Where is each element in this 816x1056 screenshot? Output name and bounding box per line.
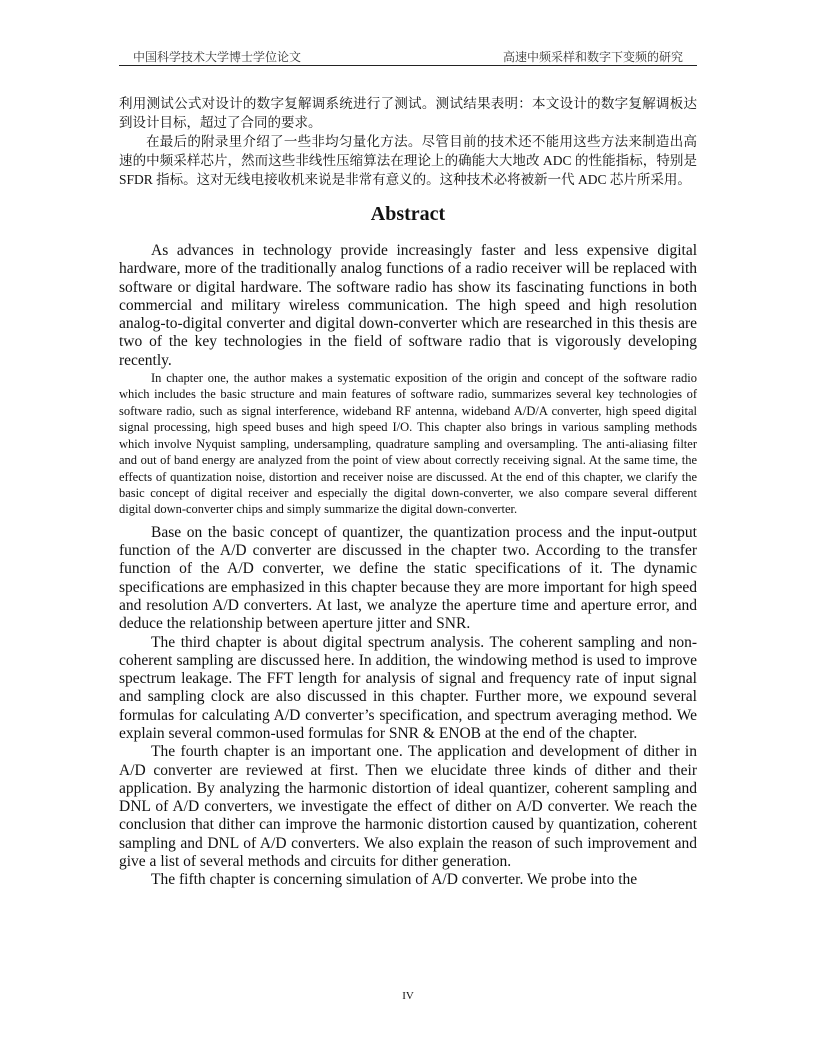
chinese-paragraph: 利用测试公式对设计的数字复解调系统进行了测试。测试结果表明：本文设计的数字复解调板达到设计目标，超过了合同的要求。 bbox=[119, 96, 697, 130]
abstract-paragraph: The third chapter is about digital spectrum analysis. The coherent sampling and non-coherent sampling are discussed here. In addition, the windowing method is used to improve spectrum leakage. The FFT length for analysis of signal and frequency rate of input signal and sampling clock are also discussed in this chapter. Further more, we expound several formulas for calculating A/D converter’s specification, and spectrum averaging method. We explain several common-used formulas for SNR & ENOB at the end of the chapter. bbox=[119, 633, 697, 742]
chinese-paragraph: 在最后的附录里介绍了一些非均匀量化方法。尽管目前的技术还不能用这些方法来制造出高速的中频采样芯片，然而这些非线性压缩算法在理论上的确能大大地改 ADC 的性能指标，特别是 SFDR 指标。这对无线电接收机来说是非常有意义的。这种技术必将被新一代 ADC 芯片所采用。 bbox=[119, 134, 697, 187]
running-header bbox=[119, 45, 697, 66]
abstract-title: Abstract bbox=[370, 203, 446, 225]
abstract-paragraph: As advances in technology provide increasingly faster and less expensive digital hardware, more of the traditionally analog functions of a radio receiver will be replaced with software or digital hardware. The software radio has show its fascinating functions in both commercial and military wireless communication. The high speed and high resolution analog-to-digital converter and digital down-converter which are researched in this thesis are two of the key technologies in the field of software radio that is vigorously developing recently. bbox=[119, 242, 697, 369]
page-body bbox=[119, 94, 697, 890]
abstract-paragraph: Base on the basic concept of quantizer, the quantization process and the input-output function of the A/D converter are discussed in the chapter two. According to the transfer function of the A/D converter, we define the static specifications of it. The dynamic specifications are emphasized in this chapter because they are more important for high speed and resolution A/D converters. At last, we analyze the aperture time and aperture error, and deduce the relationship between aperture jitter and SNR. bbox=[119, 523, 697, 633]
abstract-paragraph: The fifth chapter is concerning simulation of A/D converter. We probe into the bbox=[151, 871, 638, 889]
abstract-paragraph: The fourth chapter is an important one. The application and development of dither in A/D converter are reviewed at first. Then we elucidate three kinds of dither and their application. By analyzing the harmonic distortion of ideal quantizer, coherent sampling and DNL of A/D converters, we investigate the effect of dither on A/D converter. We reach the conclusion that dither can improve the harmonic distortion caused by quantization, coherent sampling and DNL of A/D converters. We also explain the reason of such improvement and give a list of several methods and circuits for dither generation. bbox=[119, 743, 697, 871]
abstract-paragraph: In chapter one, the author makes a systematic exposition of the origin and concept of the software radio which includes the basic structure and main features of software radio, summarizes several key technologies of software radio, such as signal interference, wideband RF antenna, wideband A/D/A converter, high speed digital signal processing, high speed buses and high speed I/O. This chapter also brings in various sampling methods which involve Nyquist sampling, undersampling, quadrature sampling and oversampling. The anti-aliasing filter and out of band energy are analyzed from the point of view about correctly receiving signal. At the same time, the effects of quantization noise, distortion and receiver noise are discussed. At the end of this chapter, we clarify the basic concept of digital receiver and especially the digital down-converter, we also compare several different digital down-converter chips and simply summarize the digital down-converter. bbox=[119, 371, 697, 517]
header-chapter-title: 高速中频采样和数字下变频的研究 bbox=[502, 50, 683, 64]
header-thesis-title: 中国科学技术大学博士学位论文 bbox=[133, 50, 302, 64]
page-number: IV bbox=[402, 990, 414, 1002]
